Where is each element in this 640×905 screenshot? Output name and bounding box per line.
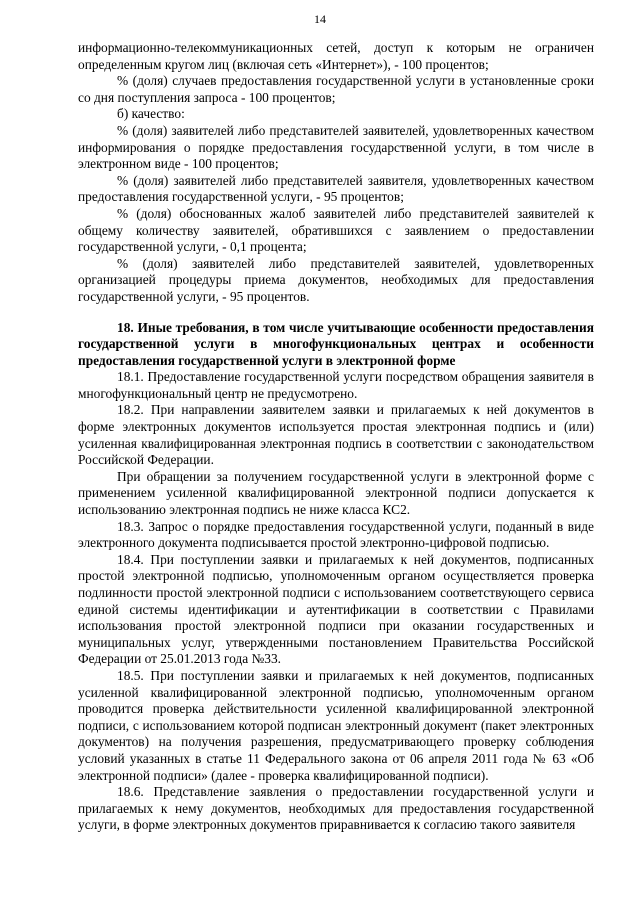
paragraph-group-top: [78, 40, 594, 306]
paragraph: % (доля) случаев предоставления государственной услуги в установленные сроки со дня поступления запроса - 100 процентов;: [78, 73, 594, 105]
paragraph: % (доля) обоснованных жалоб заявителей либо представителей заявителей к общему количеству заявителей, обратившихся с заявлением о предоставлении государственной услуги, - 0,1 процента;: [78, 205, 594, 255]
paragraph: При обращении за получением государственной услуги в электронной форме с применением усиленной квалифицированной электронной подписи допускается к использованию электронная подпись не ниже класса КС2.: [78, 468, 594, 518]
paragraph: % (доля) заявителей либо представителей заявителей, удовлетворенных качеством информирования о порядке предоставления государственной услуги, в том числе в электронном виде - 100 процентов;: [78, 122, 594, 172]
paragraph: 18.6. Представление заявления о предоставлении государственной услуги и прилагаемых к нему документов, необходимых для предоставления государственной услуги, в форме электронных документов приравнивается к согласию такого заявителя: [78, 784, 594, 833]
document-body: [78, 40, 594, 834]
paragraph: 18.5. При поступлении заявки и прилагаемых к ней документов, подписанных усиленной квалифицированной электронной подписью, уполномоченным органом проводится проверка действительности усиленной квалифицированной электронной подписи, с использованием которой подписан электронный документ (пакет электронных документов) на получения разрешения, предусматривающего проверку соблюдения условий указанных в статье 11 Федерального закона от 06 апреля 2011 года № 63 «Об электронной подписи» (далее - проверка квалифицированной подписи).: [78, 667, 594, 783]
page-number: 14: [314, 12, 326, 26]
paragraph: б) качество:: [117, 106, 185, 122]
paragraph-group-bottom: [78, 369, 594, 834]
section-spacer: [78, 306, 594, 320]
paragraph: % (доля) заявителей либо представителей заявителей, удовлетворенных организацией процедуры приема документов, необходимых для предоставления государственной услуги, - 95 процентов.: [78, 255, 594, 304]
paragraph: % (доля) заявителей либо представителей заявителя, удовлетворенных качеством предоставления государственной услуги, - 95 процентов;: [78, 172, 594, 205]
paragraph: 18.3. Запрос о порядке предоставления государственной услуги, поданный в виде электронного документа подписывается простой электронно-цифровой подписью.: [78, 518, 594, 551]
paragraph: 18.2. При направлении заявителем заявки и прилагаемых к ней документов в форме электронных документов используется простая электронная подпись и (или) усиленная квалифицированная электронная подпись в соответствии с законодательством Российской Федерации.: [78, 402, 594, 468]
section-heading: 18. Иные требования, в том числе учитывающие особенности предоставления государственной услуги в многофункциональных центрах и особенности предоставления государственной услуги в электронной форме: [78, 319, 594, 368]
paragraph: 18.1. Предоставление государственной услуги посредством обращения заявителя в многофункциональный центр не предусмотрено.: [78, 369, 594, 401]
paragraph: информационно-телекоммуникационных сетей, доступ к которым не ограничен определенным кругом лиц (включая сеть «Интернет»), - 100 процентов;: [78, 40, 594, 72]
paragraph: 18.4. При поступлении заявки и прилагаемых к ней документов, подписанных простой электронной подписью, уполномоченным органом осуществляется проверка подлинности простой электронной подписи с использованием соответствующего сервиса единой системы идентификации и аутентификации в соответствии с Правилами использования простой электронной подписи при оказании государственных и муниципальных услуг, утвержденными постановлением Правительства Российской Федерации от 25.01.2013 года №33.: [78, 551, 594, 667]
